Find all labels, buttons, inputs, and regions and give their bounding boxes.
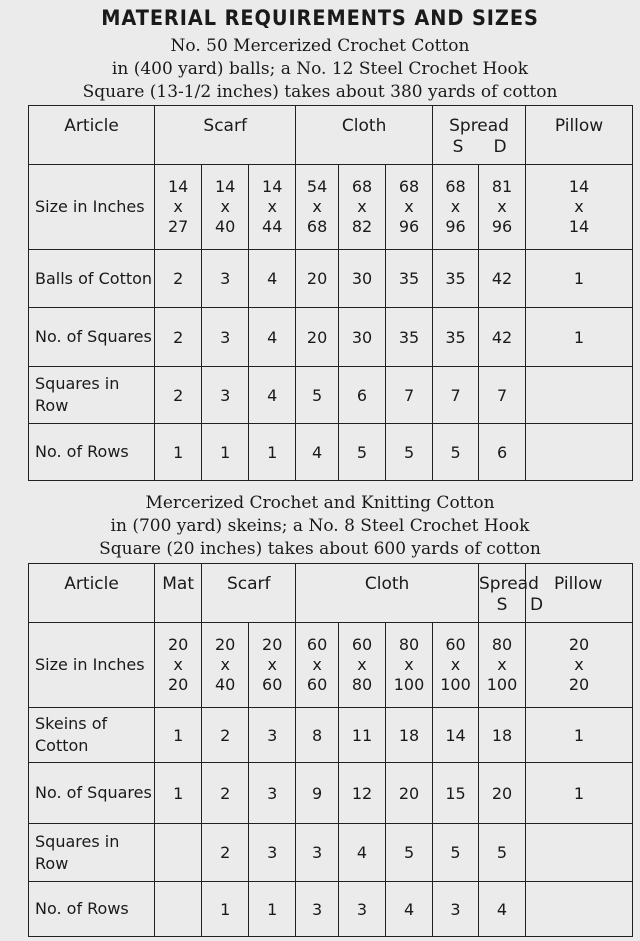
value-cell: 1 — [155, 763, 202, 824]
size-length: 96 — [445, 217, 466, 236]
size-cell — [296, 165, 339, 250]
header-spread-s: S — [496, 595, 508, 615]
value-cell: 1 — [526, 763, 633, 824]
value-cell: 1 — [249, 882, 296, 937]
value-cell: 4 — [249, 367, 296, 424]
header-article: Article — [29, 564, 155, 623]
size-width: 14 — [568, 177, 590, 196]
size-cell — [433, 623, 479, 708]
value-cell: 3 — [296, 882, 339, 937]
section1-line3: Square (13-1/2 inches) takes about 380 yards of cotton — [82, 82, 558, 102]
size-length: 44 — [262, 217, 283, 236]
size-cell — [155, 165, 202, 250]
size-width: 20 — [167, 635, 189, 654]
size-x: x — [574, 197, 584, 216]
value-cell: 1 — [526, 308, 633, 367]
value-cell: 1 — [526, 708, 633, 763]
table-row — [29, 763, 633, 824]
value-cell: 4 — [296, 424, 339, 481]
value-cell — [155, 882, 202, 937]
size-cell — [386, 165, 433, 250]
size-cell — [386, 623, 433, 708]
value-cell: 5 — [433, 424, 479, 481]
table-row — [29, 623, 633, 708]
size-width: 68 — [398, 177, 420, 196]
size-width: 14 — [167, 177, 189, 196]
table-row — [29, 308, 633, 367]
header-spread-d: D — [530, 595, 544, 615]
value-cell: 4 — [338, 824, 385, 882]
value-cell: 9 — [296, 763, 339, 824]
size-cell — [249, 165, 296, 250]
size-length: 27 — [167, 217, 189, 236]
table-row — [29, 824, 633, 882]
size-x: x — [220, 655, 230, 674]
size-length: 20 — [568, 675, 590, 694]
value-cell: 20 — [296, 250, 339, 308]
value-cell: 3 — [433, 882, 479, 937]
header-cloth: Cloth — [296, 106, 433, 165]
size-width: 14 — [262, 177, 283, 196]
value-cell: 3 — [338, 882, 385, 937]
row-label: Skeins of Cotton — [29, 708, 155, 763]
size-x: x — [267, 197, 277, 216]
size-width: 80 — [491, 635, 513, 654]
size-x: x — [267, 655, 277, 674]
size-cell — [479, 165, 526, 250]
row-label: Squares in Row — [29, 824, 155, 882]
value-cell: 3 — [249, 824, 296, 882]
value-cell: 6 — [479, 424, 526, 481]
section2-line3: Square (20 inches) takes about 600 yards of cotton — [99, 539, 541, 559]
row-label: Size in Inches — [29, 165, 155, 250]
size-x: x — [357, 655, 367, 674]
size-width: 60 — [445, 635, 466, 654]
value-cell: 5 — [386, 824, 433, 882]
value-cell: 4 — [479, 882, 526, 937]
size-cell — [526, 623, 633, 708]
size-cell — [433, 165, 479, 250]
table-row — [29, 250, 633, 308]
table-row — [29, 708, 633, 763]
value-cell: 3 — [202, 250, 249, 308]
value-cell: 20 — [296, 308, 339, 367]
value-cell: 18 — [386, 708, 433, 763]
size-cell — [202, 623, 249, 708]
value-cell — [526, 882, 633, 937]
row-label: No. of Squares — [29, 308, 155, 367]
header-spread-s: S — [452, 137, 464, 157]
value-cell: 3 — [249, 708, 296, 763]
value-cell: 11 — [338, 708, 385, 763]
size-width: 80 — [398, 635, 420, 654]
size-width: 14 — [215, 177, 236, 196]
size-cell — [202, 165, 249, 250]
value-cell: 3 — [202, 367, 249, 424]
size-x: x — [574, 655, 584, 674]
value-cell: 1 — [526, 250, 633, 308]
page-title: MATERIAL REQUIREMENTS AND SIZES — [101, 6, 539, 30]
size-x: x — [220, 197, 230, 216]
row-label: No. of Rows — [29, 882, 155, 937]
table1-header-row — [29, 106, 633, 165]
value-cell: 1 — [202, 424, 249, 481]
size-x: x — [450, 197, 461, 216]
value-cell: 35 — [433, 250, 479, 308]
size-length: 96 — [398, 217, 420, 236]
section1-line2: in (400 yard) balls; a No. 12 Steel Crochet Hook — [111, 59, 529, 79]
size-width: 68 — [445, 177, 466, 196]
header-spread-label: Spread — [449, 116, 509, 136]
row-label: Size in Inches — [29, 623, 155, 708]
row-label: No. of Rows — [29, 424, 155, 481]
size-cell — [296, 623, 339, 708]
table-row — [29, 424, 633, 481]
value-cell: 5 — [433, 824, 479, 882]
size-width: 60 — [306, 635, 328, 654]
size-cell — [249, 623, 296, 708]
table-row — [29, 367, 633, 424]
value-cell — [526, 424, 633, 481]
value-cell: 35 — [433, 308, 479, 367]
value-cell: 1 — [249, 424, 296, 481]
size-length: 100 — [440, 675, 471, 694]
value-cell: 30 — [338, 250, 385, 308]
requirements-table-1 — [28, 105, 633, 481]
size-length: 100 — [486, 675, 518, 694]
value-cell: 2 — [155, 250, 202, 308]
size-length: 100 — [393, 675, 425, 694]
size-cell — [526, 165, 633, 250]
value-cell: 42 — [479, 250, 526, 308]
header-spread — [479, 564, 539, 623]
value-cell: 12 — [338, 763, 385, 824]
value-cell: 4 — [386, 882, 433, 937]
size-cell — [338, 623, 385, 708]
size-cell — [479, 623, 526, 708]
size-length: 14 — [568, 217, 590, 236]
table-row — [29, 165, 633, 250]
size-length: 96 — [491, 217, 513, 236]
section2-line1: Mercerized Crochet and Knitting Cotton — [145, 493, 495, 513]
value-cell — [155, 824, 202, 882]
size-length: 40 — [215, 675, 236, 694]
size-length: 82 — [351, 217, 373, 236]
size-width: 68 — [351, 177, 373, 196]
size-x: x — [173, 197, 183, 216]
size-x: x — [497, 197, 507, 216]
value-cell: 2 — [202, 763, 249, 824]
table-row — [29, 882, 633, 937]
value-cell: 35 — [386, 250, 433, 308]
value-cell: 1 — [155, 708, 202, 763]
size-x: x — [173, 655, 183, 674]
header-pillow: Pillow — [526, 106, 633, 165]
size-width: 60 — [351, 635, 373, 654]
size-x: x — [357, 197, 367, 216]
value-cell: 5 — [338, 424, 385, 481]
size-length: 80 — [351, 675, 373, 694]
value-cell: 2 — [155, 308, 202, 367]
value-cell: 1 — [155, 424, 202, 481]
requirements-table-2 — [28, 563, 633, 937]
value-cell: 5 — [386, 424, 433, 481]
header-spread — [433, 106, 526, 165]
value-cell: 42 — [479, 308, 526, 367]
value-cell: 2 — [155, 367, 202, 424]
header-spread-d-pillow — [526, 564, 633, 623]
value-cell: 7 — [433, 367, 479, 424]
header-scarf: Scarf — [202, 564, 296, 623]
header-scarf: Scarf — [155, 106, 296, 165]
section2-line2: in (700 yard) skeins; a No. 8 Steel Crochet Hook — [110, 516, 530, 536]
row-label: No. of Squares — [29, 763, 155, 824]
size-width: 81 — [491, 177, 513, 196]
value-cell: 20 — [386, 763, 433, 824]
size-length: 40 — [215, 217, 236, 236]
size-cell — [155, 623, 202, 708]
value-cell: 1 — [202, 882, 249, 937]
size-width: 20 — [262, 635, 283, 654]
size-length: 60 — [306, 675, 328, 694]
header-article: Article — [29, 106, 155, 165]
value-cell: 4 — [249, 250, 296, 308]
value-cell: 7 — [479, 367, 526, 424]
table2-header-row — [29, 564, 633, 623]
size-x: x — [312, 655, 322, 674]
header-spread-d: D — [493, 137, 507, 157]
size-x: x — [404, 197, 414, 216]
header-cloth: Cloth — [296, 564, 479, 623]
value-cell: 35 — [386, 308, 433, 367]
value-cell: 3 — [249, 763, 296, 824]
value-cell: 4 — [249, 308, 296, 367]
value-cell: 2 — [202, 824, 249, 882]
size-width: 20 — [215, 635, 236, 654]
value-cell: 18 — [479, 708, 526, 763]
value-cell — [526, 367, 633, 424]
header-mat: Mat — [155, 564, 202, 623]
size-cell — [338, 165, 385, 250]
value-cell: 5 — [479, 824, 526, 882]
value-cell: 8 — [296, 708, 339, 763]
value-cell: 3 — [296, 824, 339, 882]
value-cell: 30 — [338, 308, 385, 367]
size-x: x — [312, 197, 322, 216]
size-length: 60 — [262, 675, 283, 694]
section1-line1: No. 50 Mercerized Crochet Cotton — [170, 36, 470, 56]
value-cell: 14 — [433, 708, 479, 763]
header-spread-label: Spread — [479, 574, 539, 594]
value-cell: 7 — [386, 367, 433, 424]
size-x: x — [450, 655, 461, 674]
value-cell: 15 — [433, 763, 479, 824]
size-length: 20 — [167, 675, 189, 694]
size-width: 54 — [306, 177, 328, 196]
size-x: x — [404, 655, 414, 674]
value-cell: 20 — [479, 763, 526, 824]
size-length: 68 — [306, 217, 328, 236]
size-x: x — [497, 655, 507, 674]
value-cell — [526, 824, 633, 882]
size-width: 20 — [568, 635, 590, 654]
row-label: Balls of Cotton — [29, 250, 155, 308]
header-pillow: Pillow — [554, 574, 603, 594]
row-label: Squares in Row — [29, 367, 155, 424]
value-cell: 2 — [202, 708, 249, 763]
value-cell: 6 — [338, 367, 385, 424]
value-cell: 3 — [202, 308, 249, 367]
value-cell: 5 — [296, 367, 339, 424]
